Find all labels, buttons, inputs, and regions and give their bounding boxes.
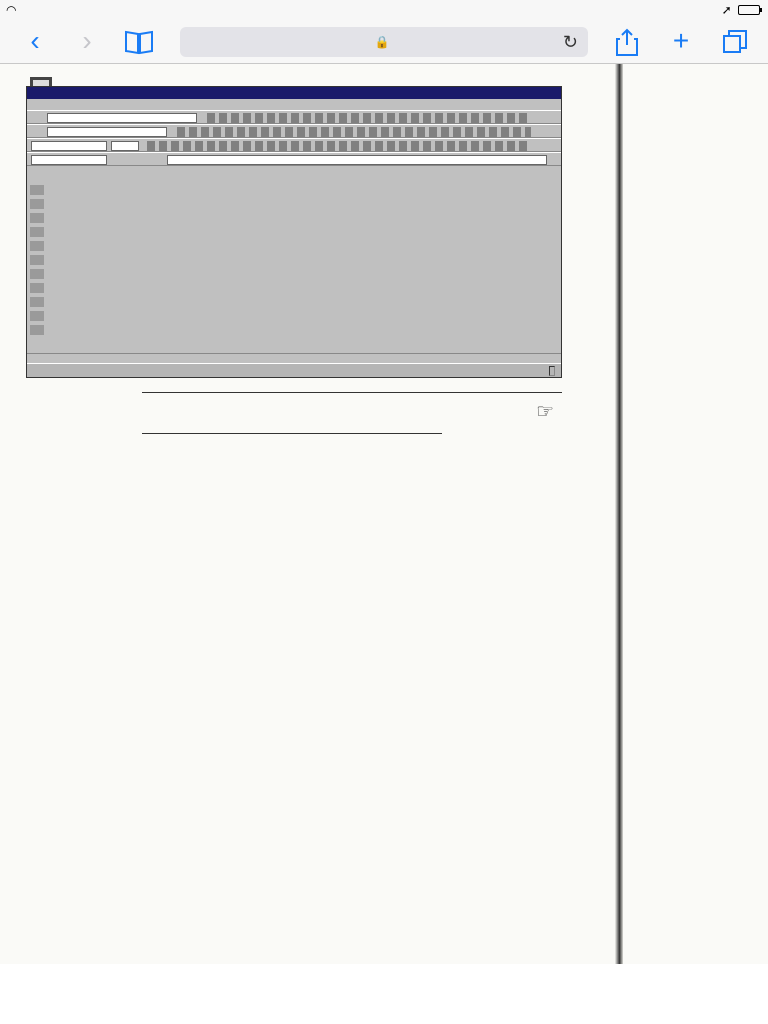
so-format-tools [147, 141, 531, 151]
so-cell-ref [31, 155, 107, 165]
browser-toolbar [0, 20, 768, 64]
so-url-bar [27, 124, 561, 138]
so-taskbar [27, 363, 561, 377]
pointing-hand-icon: ☞ [536, 401, 554, 423]
device-label [6, 3, 16, 17]
so-status-bar [27, 353, 561, 363]
so-formula-bar [27, 152, 561, 166]
address-bar[interactable] [180, 27, 588, 57]
so-url-field [47, 127, 167, 137]
tabs-button[interactable] [718, 26, 752, 58]
so-menu-bar [27, 99, 561, 110]
so-path-field [47, 113, 197, 123]
location-icon: ➚ [721, 3, 732, 17]
share-button[interactable] [610, 26, 644, 58]
so-title-bar [27, 87, 561, 99]
so-url-tools [177, 127, 531, 137]
cdrom-note [142, 392, 562, 434]
wifi-icon: ◠ [6, 3, 17, 17]
so-format-bar [27, 138, 561, 152]
so-font-name [31, 141, 107, 151]
back-button[interactable]: ‹ [30, 25, 40, 56]
share-icon [616, 28, 638, 56]
so-path-bar [27, 110, 561, 124]
so-toolbar-icons [207, 113, 531, 123]
bookmarks-button[interactable] [122, 26, 156, 58]
cdrom-rule [142, 433, 442, 434]
battery-icon [738, 5, 760, 15]
book-page [0, 64, 768, 964]
so-formula-field [167, 155, 547, 165]
reload-icon[interactable]: ↻ [562, 32, 578, 52]
forward-button[interactable]: › [82, 25, 92, 56]
new-tab-button[interactable]: + [672, 25, 690, 56]
book-icon [124, 29, 154, 55]
book-gutter [615, 64, 623, 964]
right-column [680, 64, 768, 150]
left-column [22, 76, 564, 442]
so-clock [549, 366, 555, 376]
so-font-size [111, 141, 139, 151]
so-side-toolbar [30, 185, 44, 335]
status-bar [0, 0, 768, 20]
lock-icon: 🔒 [374, 35, 390, 49]
tabs-icon [722, 29, 748, 55]
staroffice-screenshot [26, 86, 562, 378]
battery-indicator [722, 3, 760, 17]
